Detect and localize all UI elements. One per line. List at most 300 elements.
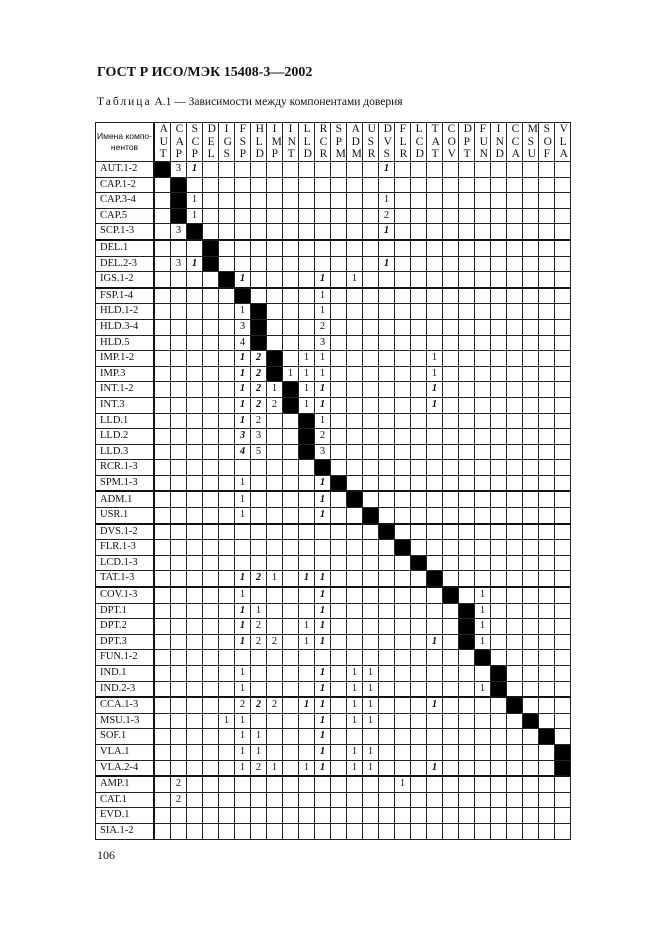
empty-cell (187, 555, 203, 571)
empty-cell (491, 224, 507, 240)
column-header-aut (154, 123, 171, 162)
self-cell (203, 240, 219, 256)
dependency-cell: 1 (315, 666, 331, 682)
empty-cell (203, 304, 219, 320)
empty-cell (187, 792, 203, 808)
empty-cell (154, 256, 171, 272)
empty-cell (523, 776, 539, 792)
empty-cell (171, 823, 187, 839)
empty-cell (331, 397, 347, 413)
self-cell (475, 650, 491, 666)
dependency-cell: 1 (427, 351, 443, 367)
component-name: LCD.1-3 (96, 555, 155, 571)
column-header-hld (251, 123, 267, 162)
column-header-dpt (459, 123, 475, 162)
empty-cell (267, 808, 283, 824)
empty-cell (443, 808, 459, 824)
empty-cell (219, 319, 235, 335)
dependency-cell: 1 (235, 571, 251, 587)
component-name: DVS.1-2 (96, 524, 155, 540)
empty-cell (443, 162, 459, 178)
dependency-cell: 1 (475, 619, 491, 635)
dependency-cell: 2 (251, 571, 267, 587)
empty-cell (154, 697, 171, 713)
empty-cell (187, 713, 203, 729)
empty-cell (187, 177, 203, 193)
empty-cell (315, 555, 331, 571)
column-header-igs (219, 123, 235, 162)
dependency-cell: 1 (347, 760, 363, 776)
empty-cell (154, 491, 171, 507)
dependency-cell: 1 (315, 729, 331, 745)
empty-cell (395, 792, 411, 808)
empty-cell (299, 177, 315, 193)
empty-cell (459, 351, 475, 367)
empty-cell (171, 681, 187, 697)
empty-cell (507, 524, 523, 540)
column-header-label: SCP (191, 123, 200, 161)
empty-cell (555, 681, 571, 697)
empty-cell (347, 729, 363, 745)
empty-cell (475, 208, 491, 224)
dependency-cell: 1 (235, 760, 251, 776)
empty-cell (459, 666, 475, 682)
dependency-cell: 2 (267, 634, 283, 650)
empty-cell (411, 177, 427, 193)
empty-cell (203, 555, 219, 571)
empty-cell (539, 555, 555, 571)
empty-cell (539, 319, 555, 335)
table-row (96, 508, 571, 524)
empty-cell (363, 193, 379, 209)
dependency-cell: 1 (219, 713, 235, 729)
empty-cell (203, 475, 219, 491)
empty-cell (154, 335, 171, 351)
empty-cell (539, 366, 555, 382)
component-name: IMP.1-2 (96, 351, 155, 367)
empty-cell (539, 760, 555, 776)
empty-cell (443, 366, 459, 382)
empty-cell (331, 681, 347, 697)
empty-cell (299, 713, 315, 729)
empty-cell (523, 366, 539, 382)
empty-cell (411, 272, 427, 288)
column-header-fsp (235, 123, 251, 162)
empty-cell (555, 382, 571, 398)
empty-cell (539, 823, 555, 839)
empty-cell (459, 729, 475, 745)
empty-cell (379, 729, 395, 745)
empty-cell (154, 319, 171, 335)
empty-cell (331, 491, 347, 507)
table-row (96, 729, 571, 745)
empty-cell (427, 650, 443, 666)
empty-cell (427, 304, 443, 320)
dependency-cell: 1 (267, 760, 283, 776)
empty-cell (363, 808, 379, 824)
empty-cell (555, 792, 571, 808)
column-header-msu (523, 123, 539, 162)
empty-cell (283, 808, 299, 824)
empty-cell (523, 760, 539, 776)
empty-cell (523, 634, 539, 650)
empty-cell (459, 256, 475, 272)
empty-cell (299, 729, 315, 745)
empty-cell (491, 193, 507, 209)
dependency-cell: 1 (363, 760, 379, 776)
empty-cell (379, 666, 395, 682)
empty-cell (491, 162, 507, 178)
empty-cell (411, 397, 427, 413)
empty-cell (427, 587, 443, 603)
dependency-cell: 1 (379, 224, 395, 240)
empty-cell (459, 413, 475, 429)
empty-cell (555, 193, 571, 209)
empty-cell (315, 823, 331, 839)
empty-cell (523, 382, 539, 398)
self-cell (459, 603, 475, 619)
empty-cell (187, 319, 203, 335)
empty-cell (363, 177, 379, 193)
empty-cell (187, 475, 203, 491)
empty-cell (315, 792, 331, 808)
empty-cell (347, 319, 363, 335)
self-cell (539, 729, 555, 745)
empty-cell (411, 634, 427, 650)
empty-cell (219, 382, 235, 398)
empty-cell (395, 288, 411, 304)
empty-cell (283, 475, 299, 491)
empty-cell (203, 351, 219, 367)
empty-cell (203, 808, 219, 824)
dependency-cell: 2 (251, 413, 267, 429)
empty-cell (443, 397, 459, 413)
empty-cell (267, 491, 283, 507)
empty-cell (331, 540, 347, 556)
empty-cell (523, 208, 539, 224)
empty-cell (507, 729, 523, 745)
empty-cell (379, 823, 395, 839)
dependency-cell: 1 (427, 697, 443, 713)
empty-cell (171, 760, 187, 776)
empty-cell (539, 382, 555, 398)
empty-cell (523, 603, 539, 619)
empty-cell (203, 776, 219, 792)
empty-cell (251, 555, 267, 571)
component-name: LLD.3 (96, 444, 155, 460)
empty-cell (427, 288, 443, 304)
empty-cell (203, 491, 219, 507)
table-row (96, 460, 571, 476)
empty-cell (427, 272, 443, 288)
empty-cell (347, 792, 363, 808)
empty-cell (507, 444, 523, 460)
table-caption (97, 96, 403, 108)
empty-cell (427, 444, 443, 460)
empty-cell (475, 429, 491, 445)
empty-cell (187, 808, 203, 824)
empty-cell (427, 603, 443, 619)
empty-cell (507, 304, 523, 320)
dependency-cell: 1 (235, 413, 251, 429)
empty-cell (219, 413, 235, 429)
empty-cell (299, 475, 315, 491)
empty-cell (154, 634, 171, 650)
dependency-cell: 3 (315, 444, 331, 460)
dependency-cell: 1 (235, 272, 251, 288)
empty-cell (331, 429, 347, 445)
empty-cell (523, 319, 539, 335)
empty-cell (555, 429, 571, 445)
empty-cell (203, 288, 219, 304)
empty-cell (523, 444, 539, 460)
empty-cell (203, 224, 219, 240)
empty-cell (331, 177, 347, 193)
dependency-cell: 1 (379, 256, 395, 272)
empty-cell (523, 808, 539, 824)
column-header-label: LCD (415, 123, 424, 161)
empty-cell (283, 162, 299, 178)
empty-cell (507, 508, 523, 524)
empty-cell (427, 240, 443, 256)
empty-cell (187, 619, 203, 635)
empty-cell (507, 650, 523, 666)
empty-cell (379, 776, 395, 792)
empty-cell (555, 288, 571, 304)
table-row (96, 666, 571, 682)
empty-cell (459, 555, 475, 571)
self-cell (251, 304, 267, 320)
empty-cell (459, 650, 475, 666)
dependency-cell: 1 (427, 366, 443, 382)
component-name: DPT.1 (96, 603, 155, 619)
empty-cell (154, 681, 171, 697)
empty-cell (555, 666, 571, 682)
dependency-cell: 1 (315, 744, 331, 760)
empty-cell (443, 823, 459, 839)
empty-cell (315, 256, 331, 272)
empty-cell (219, 444, 235, 460)
empty-cell (395, 475, 411, 491)
empty-cell (411, 666, 427, 682)
empty-cell (411, 619, 427, 635)
table-row (96, 475, 571, 491)
empty-cell (395, 208, 411, 224)
empty-cell (154, 666, 171, 682)
empty-cell (507, 162, 523, 178)
empty-cell (395, 397, 411, 413)
empty-cell (539, 193, 555, 209)
column-header-label: USR (367, 123, 376, 161)
empty-cell (539, 177, 555, 193)
empty-cell (219, 571, 235, 587)
empty-cell (154, 744, 171, 760)
empty-cell (299, 304, 315, 320)
empty-cell (267, 823, 283, 839)
empty-cell (251, 208, 267, 224)
self-cell (523, 713, 539, 729)
self-cell (331, 475, 347, 491)
empty-cell (299, 288, 315, 304)
table-row (96, 208, 571, 224)
empty-cell (299, 808, 315, 824)
empty-cell (187, 272, 203, 288)
table-row (96, 744, 571, 760)
empty-cell (347, 240, 363, 256)
empty-cell (283, 429, 299, 445)
empty-cell (331, 808, 347, 824)
empty-cell (154, 224, 171, 240)
empty-cell (171, 397, 187, 413)
table-row (96, 808, 571, 824)
dependency-cell: 2 (267, 397, 283, 413)
empty-cell (555, 162, 571, 178)
empty-cell (299, 162, 315, 178)
empty-cell (154, 587, 171, 603)
empty-cell (395, 335, 411, 351)
empty-cell (523, 397, 539, 413)
dependency-cell: 1 (299, 397, 315, 413)
empty-cell (315, 776, 331, 792)
empty-cell (539, 304, 555, 320)
empty-cell (363, 304, 379, 320)
component-name: LLD.2 (96, 429, 155, 445)
empty-cell (539, 524, 555, 540)
empty-cell (203, 650, 219, 666)
empty-cell (507, 460, 523, 476)
empty-cell (443, 177, 459, 193)
empty-cell (219, 823, 235, 839)
empty-cell (539, 224, 555, 240)
empty-cell (331, 304, 347, 320)
column-header-label: FSP (239, 123, 247, 161)
empty-cell (171, 429, 187, 445)
empty-cell (459, 366, 475, 382)
empty-cell (379, 619, 395, 635)
empty-cell (395, 571, 411, 587)
empty-cell (507, 666, 523, 682)
empty-cell (283, 760, 299, 776)
empty-cell (475, 382, 491, 398)
empty-cell (154, 760, 171, 776)
empty-cell (299, 681, 315, 697)
empty-cell (187, 429, 203, 445)
empty-cell (267, 177, 283, 193)
empty-cell (411, 508, 427, 524)
dependency-cell: 1 (363, 681, 379, 697)
empty-cell (443, 319, 459, 335)
empty-cell (235, 193, 251, 209)
empty-cell (411, 792, 427, 808)
empty-cell (491, 729, 507, 745)
empty-cell (219, 491, 235, 507)
empty-cell (283, 713, 299, 729)
self-cell (171, 193, 187, 209)
empty-cell (154, 603, 171, 619)
empty-cell (347, 460, 363, 476)
empty-cell (251, 508, 267, 524)
dependency-cell: 1 (315, 351, 331, 367)
component-name: IMP.3 (96, 366, 155, 382)
empty-cell (187, 351, 203, 367)
empty-cell (555, 508, 571, 524)
empty-cell (443, 760, 459, 776)
dependency-cell: 1 (235, 729, 251, 745)
dependency-cell: 1 (315, 475, 331, 491)
column-header-cca (507, 123, 523, 162)
empty-cell (331, 193, 347, 209)
dependency-cell: 1 (315, 397, 331, 413)
dependency-cell: 3 (171, 162, 187, 178)
empty-cell (523, 681, 539, 697)
empty-cell (299, 272, 315, 288)
empty-cell (219, 351, 235, 367)
empty-cell (331, 729, 347, 745)
empty-cell (283, 823, 299, 839)
self-cell (555, 744, 571, 760)
empty-cell (315, 808, 331, 824)
empty-cell (267, 429, 283, 445)
table-row (96, 177, 571, 193)
empty-cell (507, 397, 523, 413)
empty-cell (427, 224, 443, 240)
column-header-label: MSU (527, 123, 538, 161)
empty-cell (539, 335, 555, 351)
empty-cell (427, 429, 443, 445)
empty-cell (411, 603, 427, 619)
empty-cell (331, 208, 347, 224)
column-header-adm (347, 123, 363, 162)
empty-cell (411, 256, 427, 272)
empty-cell (331, 382, 347, 398)
empty-cell (331, 823, 347, 839)
empty-cell (315, 540, 331, 556)
empty-cell (267, 193, 283, 209)
empty-cell (251, 776, 267, 792)
empty-cell (523, 256, 539, 272)
empty-cell (539, 162, 555, 178)
empty-cell (171, 491, 187, 507)
empty-cell (379, 444, 395, 460)
empty-cell (523, 413, 539, 429)
empty-cell (491, 792, 507, 808)
table-row (96, 366, 571, 382)
empty-cell (523, 792, 539, 808)
empty-cell (379, 760, 395, 776)
empty-cell (459, 272, 475, 288)
component-name: VLA.2-4 (96, 760, 155, 776)
empty-cell (459, 397, 475, 413)
dependency-cell: 1 (315, 587, 331, 603)
empty-cell (395, 162, 411, 178)
empty-cell (475, 776, 491, 792)
empty-cell (491, 288, 507, 304)
empty-cell (379, 397, 395, 413)
empty-cell (171, 555, 187, 571)
empty-cell (491, 524, 507, 540)
component-name: SPM.1-3 (96, 475, 155, 491)
dependency-cell: 3 (251, 429, 267, 445)
empty-cell (219, 240, 235, 256)
empty-cell (507, 792, 523, 808)
empty-cell (347, 177, 363, 193)
empty-cell (459, 208, 475, 224)
empty-cell (475, 666, 491, 682)
empty-cell (363, 460, 379, 476)
empty-cell (507, 540, 523, 556)
dependency-cell: 2 (251, 619, 267, 635)
component-name: INT.3 (96, 397, 155, 413)
